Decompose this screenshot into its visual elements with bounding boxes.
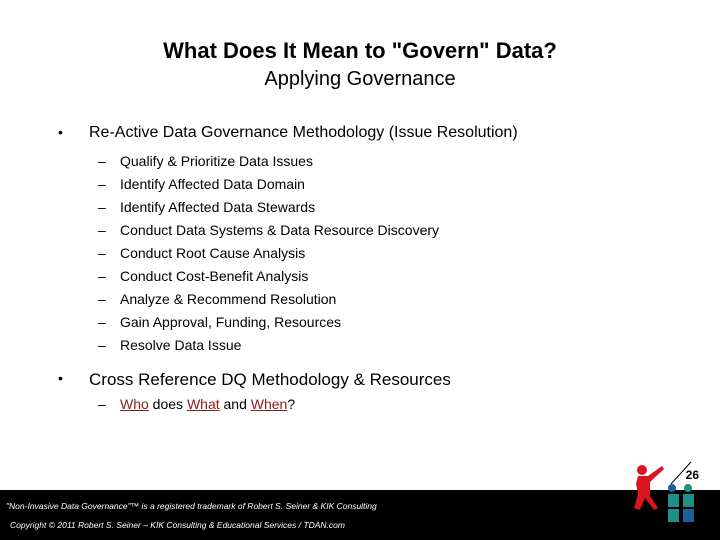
slide-subtitle: Applying Governance [264,68,456,90]
bullet-text: Cross Reference DQ Methodology & Resources [89,370,451,389]
list-item-text: Identify Affected Data Domain [120,176,305,192]
trademark-notice: "Non-Invasive Data Governance"™ is a registered trademark of Robert S. Seiner & KIK Consulting [6,501,377,511]
slide-number: 26 [685,468,699,482]
bullet-mark: • [58,124,63,140]
footer-bar [0,490,720,540]
bullet-text: Re-Active Data Governance Methodology (Issue Resolution) [89,124,518,141]
what-link[interactable]: What [186,396,220,412]
dash-mark: – [98,268,106,284]
when-link[interactable]: When [250,396,288,412]
list-item-text: Conduct Cost-Benefit Analysis [120,268,309,284]
dash-mark: – [98,153,106,169]
slide-title: What Does It Mean to "Govern" Data? [163,38,557,63]
dash-mark: – [98,245,106,261]
dash-mark: – [98,396,106,412]
dash-mark: – [98,337,106,353]
presenter-logo-icon [628,460,706,522]
list-item-text: Analyze & Recommend Resolution [120,291,337,307]
dash-mark: – [98,291,106,307]
copyright-notice: Copyright © 2011 Robert S. Seiner – KIK Consulting & Educational Services / TDAN.com [10,520,345,530]
who-link[interactable]: Who [120,396,149,412]
list-item-text: Identify Affected Data Stewards [120,199,316,215]
list-item-text: Qualify & Prioritize Data Issues [120,153,313,169]
who-line-text: and [219,396,251,412]
list-item-text: Gain Approval, Funding, Resources [120,314,342,330]
list-item-text: Conduct Data Systems & Data Resource Discovery [120,222,440,238]
who-what-when-line [98,396,295,412]
who-line-text: ? [287,396,296,412]
list-item-text: Conduct Root Cause Analysis [120,245,306,261]
dash-mark: – [98,176,106,192]
who-line-text: does [148,396,187,412]
dash-mark: – [98,222,106,238]
dash-mark: – [98,199,106,215]
dash-mark: – [98,314,106,330]
list-item-text: Resolve Data Issue [120,337,242,353]
bullet-mark: • [58,370,63,386]
